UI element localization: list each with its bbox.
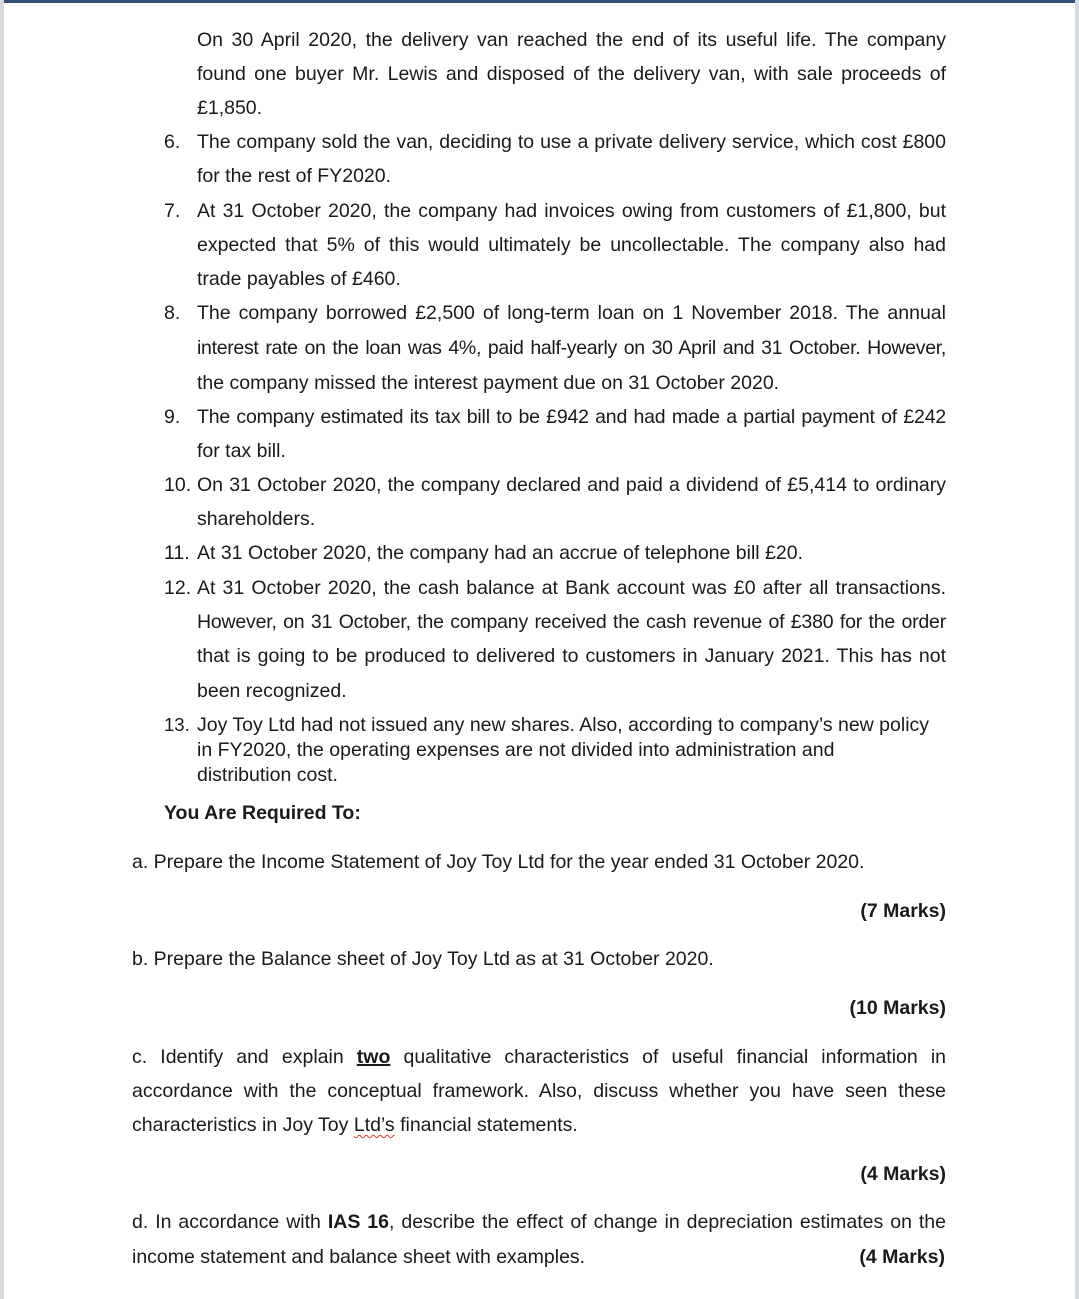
list-item-line: the company missed the interest payment due on 31 October 2020.	[197, 372, 780, 394]
intro-line-3: £1,850.	[197, 97, 263, 119]
question-c-text: financial statements.	[400, 1114, 578, 1136]
question-c-text: characteristics in Joy Toy	[132, 1114, 349, 1136]
list-number: 9.	[164, 406, 181, 428]
intro-line-1: On 30 April 2020, the delivery van reached the end of its useful life. The company	[197, 29, 946, 51]
list-item-line: been recognized.	[197, 680, 347, 702]
list-number: 12.	[164, 577, 192, 599]
list-number: 11.	[164, 542, 190, 564]
list-item-line: in FY2020, the operating expenses are not divided into administration and	[197, 739, 835, 761]
list-item-line: The company borrowed £2,500 of long-term loan on 1 November 2018. The annual	[197, 302, 946, 324]
list-item-line: At 31 October 2020, the cash balance at Bank account was £0 after all transactions.	[197, 577, 946, 599]
emphasis-two: two	[356, 1046, 391, 1068]
question-a: a. Prepare the Income Statement of Joy Toy Ltd for the year ended 31 October 2020.	[132, 851, 865, 873]
list-item-line: However, on 31 October, the company received the cash revenue of £380 for the order	[197, 611, 946, 633]
question-b: b. Prepare the Balance sheet of Joy Toy Ltd as at 31 October 2020.	[132, 948, 714, 970]
list-item-line: At 31 October 2020, the company had an accrue of telephone bill £20.	[197, 542, 803, 564]
question-d-text: , describe the effect of change in depreciation estimates on the	[388, 1211, 946, 1233]
top-border	[0, 0, 1079, 3]
list-item-line: Joy Toy Ltd had not issued any new shares. Also, according to company’s new policy	[197, 714, 930, 736]
question-d-marks: (4 Marks)	[859, 1246, 945, 1268]
list-item-line: distribution cost.	[197, 764, 338, 786]
question-b-marks: (10 Marks)	[849, 997, 946, 1019]
question-d-line-2: income statement and balance sheet with examples.	[132, 1246, 586, 1268]
left-border	[0, 0, 4, 1299]
question-c-text: c. Identify and explain	[132, 1046, 344, 1068]
list-item-line: trade payables of £460.	[197, 268, 401, 290]
list-number: 6.	[164, 131, 181, 153]
intro-line-2: found one buyer Mr. Lewis and disposed of the delivery van, with sale proceeds of	[197, 63, 946, 85]
question-c-text: qualitative characteristics of useful financial information in	[403, 1046, 947, 1068]
spellcheck-flagged-word: Ltd’s	[353, 1114, 395, 1136]
list-item-line: interest rate on the loan was 4%, paid half-yearly on 30 April and 31 October. However,	[197, 337, 946, 359]
list-item-line: At 31 October 2020, the company had invoices owing from customers of £1,800, but	[197, 200, 946, 222]
question-c-line-3	[132, 1113, 578, 1137]
list-item-line: The company estimated its tax bill to be £942 and had made a partial payment of £242	[197, 406, 946, 428]
list-item-line: that is going to be produced to delivered to customers in January 2021. This has not	[197, 645, 946, 667]
question-c-line-2: accordance with the conceptual framework. Also, discuss whether you have seen these	[132, 1080, 946, 1102]
question-a-marks: (7 Marks)	[860, 900, 946, 922]
list-item-line: On 31 October 2020, the company declared and paid a dividend of £5,414 to ordinary	[197, 474, 946, 496]
list-number: 8.	[164, 302, 181, 324]
list-number: 13.	[164, 714, 190, 735]
standard-ref: IAS 16	[327, 1211, 389, 1233]
list-item-line: The company sold the van, deciding to use a private delivery service, which cost £800	[197, 131, 946, 153]
question-c-marks: (4 Marks)	[860, 1163, 946, 1185]
question-c-line-1	[132, 1045, 946, 1069]
question-d-line-1	[132, 1210, 946, 1234]
list-item-line: for the rest of FY2020.	[197, 165, 392, 187]
question-d-text: d. In accordance with	[132, 1211, 321, 1233]
list-item-line: for tax bill.	[197, 440, 286, 462]
list-number: 10.	[164, 474, 192, 496]
list-item-line: shareholders.	[197, 508, 316, 530]
list-item-line: expected that 5% of this would ultimately be uncollectable. The company also had	[197, 234, 946, 256]
right-border	[1075, 0, 1079, 1299]
list-number: 7.	[164, 200, 181, 222]
required-heading: You Are Required To:	[164, 802, 361, 824]
